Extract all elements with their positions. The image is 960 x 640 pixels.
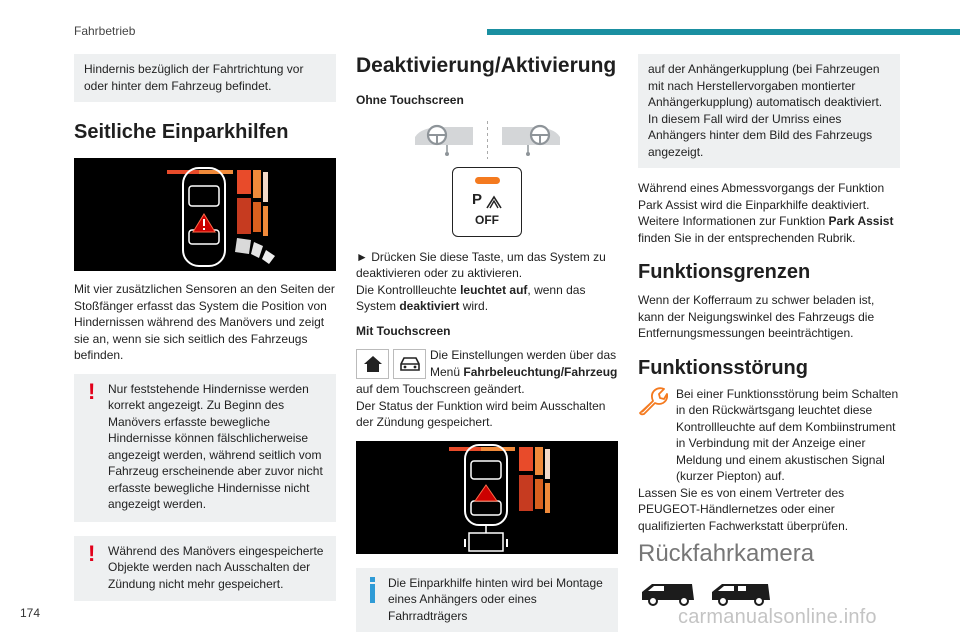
info-icon bbox=[370, 577, 375, 603]
van-long-icon bbox=[710, 580, 772, 606]
subheading-with-touchscreen: Mit Touchscreen bbox=[356, 323, 451, 338]
section-heading-reversing-camera: Rückfahrkamera bbox=[638, 540, 815, 567]
warning-exclamation-icon: ! bbox=[88, 540, 96, 566]
dashboard-left-hand-drive-icon bbox=[413, 123, 475, 157]
section-heading-deactivation: Deaktivierung/Aktivierung bbox=[356, 54, 617, 77]
home-icon bbox=[356, 349, 389, 379]
indicator-lamp-icon bbox=[475, 177, 500, 184]
touchscreen-instruction: Die Einstellungen werden über das Menü Fahrbeleuchtung/Fahrzeug bbox=[356, 347, 618, 381]
dashboard-right-hand-drive-icon bbox=[500, 123, 562, 157]
press-button-instruction: ► Drücken Sie diese Taste, um das System zu deaktivieren oder zu aktivieren. bbox=[356, 249, 606, 280]
malfunction-text-a: Bei einer Funktionsstörung beim Schalten in den Rückwärtsgang leuchtet diese Kontrollleuchte auf dem Kombiinstrument in Verbindung mit der Anzeige einer Meldung und einem akustischen Signal (kurzer Piepton) auf. bbox=[676, 386, 899, 483]
touchscreen-change-note: auf dem Touchscreen geändert. bbox=[356, 382, 525, 396]
continued-info-box bbox=[638, 54, 900, 168]
trailer-parking-sensor-illustration bbox=[356, 441, 618, 554]
park-assist-note-a: Während eines Abmessvorgangs der Funktion Park Assist wird die Einparkhilfe deaktiviert. bbox=[638, 181, 885, 212]
park-sensor-off-button-illustration bbox=[452, 167, 522, 237]
header-section-label: Fahrbetrieb bbox=[74, 24, 136, 38]
continued-info-text-a: auf der Anhängerkupplung (bei Fahrzeugen mit nach Herstellervorgaben montierter Anhängerkupplung) automatisch deaktiviert. bbox=[648, 62, 883, 109]
steering-wheel-variants bbox=[356, 121, 618, 159]
warning-box-static-obstacles bbox=[74, 374, 336, 522]
section-heading-malfunction: Funktionsstörung bbox=[638, 356, 808, 379]
wrench-icon bbox=[638, 386, 668, 416]
warning-exclamation-icon: ! bbox=[88, 378, 96, 404]
indicator-lamp-note: Die Kontrollleuchte leuchtet auf, wenn das System deaktiviert wird. bbox=[356, 282, 586, 313]
vehicle-variant-icons bbox=[638, 580, 900, 606]
van-short-icon bbox=[638, 580, 698, 606]
section-heading-side-parking: Seitliche Einparkhilfen bbox=[74, 121, 289, 143]
ignition-state-note: Der Status der Funktion wird beim Ausschalten der Zündung gespeichert. bbox=[356, 398, 606, 429]
limits-text: Wenn der Kofferraum zu schwer beladen ist, kann der Neigungswinkel des Fahrzeugs die Entfernungsmessungen beeinträchtigen. bbox=[638, 293, 875, 340]
malfunction-description bbox=[638, 386, 900, 485]
malfunction-text-b: Lassen Sie es von einem Vertreter des PEUGEOT-Händlernetzes oder einer qualifizierten Fachwerkstatt überprüfen. bbox=[638, 485, 849, 533]
continued-info-text-b: In diesem Fall wird der Umriss eines Anhängers hinter dem Bild des Fahrzeugs angezeigt. bbox=[648, 111, 873, 159]
warning-text-stored-objects: Während des Manövers eingespeicherte Objekte werden nach Ausschalten der Zündung nicht mehr gespeichert. bbox=[108, 543, 324, 591]
variant-separator bbox=[487, 121, 488, 159]
warning-box-stored-objects bbox=[74, 536, 336, 602]
car-top-view-side-sensors-image bbox=[74, 158, 336, 271]
page-number: 174 bbox=[20, 606, 41, 620]
watermark: carmanualsonline.info bbox=[678, 606, 877, 628]
side-parking-sensor-illustration bbox=[74, 158, 336, 271]
parking-sensor-waves-icon bbox=[484, 194, 504, 210]
warning-text-static-obstacles: Nur feststehende Hindernisse werden korrekt angezeigt. Zu Beginn des Manövers erfasste bewegliche Hindernisse können fälschlicherweise angezeigt werden, während seitlich vom Fahrzeug erscheinende aber zuvor nicht erfasste bewegliche Hindernisse nicht angezeigt werden. bbox=[108, 381, 323, 511]
header-accent-bar bbox=[487, 29, 960, 35]
continued-note-box bbox=[74, 54, 336, 102]
column-middle bbox=[356, 54, 618, 632]
button-off-label: OFF bbox=[475, 212, 499, 227]
vehicle-menu-icon bbox=[393, 349, 426, 379]
car-top-view-trailer-image bbox=[356, 441, 618, 554]
continued-note-text: Hindernis bezüglich der Fahrtrichtung vor oder hinter dem Fahrzeug befindet. bbox=[84, 62, 304, 93]
info-text-trailer: Die Einparkhilfe hinten wird bei Montage eines Anhängers oder eines Fahrradträgers bbox=[388, 575, 603, 623]
touchscreen-menu-icons bbox=[356, 349, 426, 379]
side-parking-description: Mit vier zusätzlichen Sensoren an den Seiten der Stoßfänger erfasst das System die Position von Hindernissen während des Manövers und zeigt sie an, wenn sie sich seitlich des Fahrzeugs befinden. bbox=[74, 282, 335, 362]
column-left bbox=[74, 54, 336, 601]
column-right bbox=[638, 54, 900, 606]
info-box-trailer bbox=[356, 568, 618, 633]
button-p-label: P bbox=[472, 190, 483, 208]
section-heading-limits: Funktionsgrenzen bbox=[638, 261, 811, 283]
park-assist-note-b: Weitere Informationen zur Funktion Park Assist finden Sie in der entsprechenden Rubrik. bbox=[638, 214, 894, 245]
subheading-without-touchscreen: Ohne Touchscreen bbox=[356, 93, 464, 107]
